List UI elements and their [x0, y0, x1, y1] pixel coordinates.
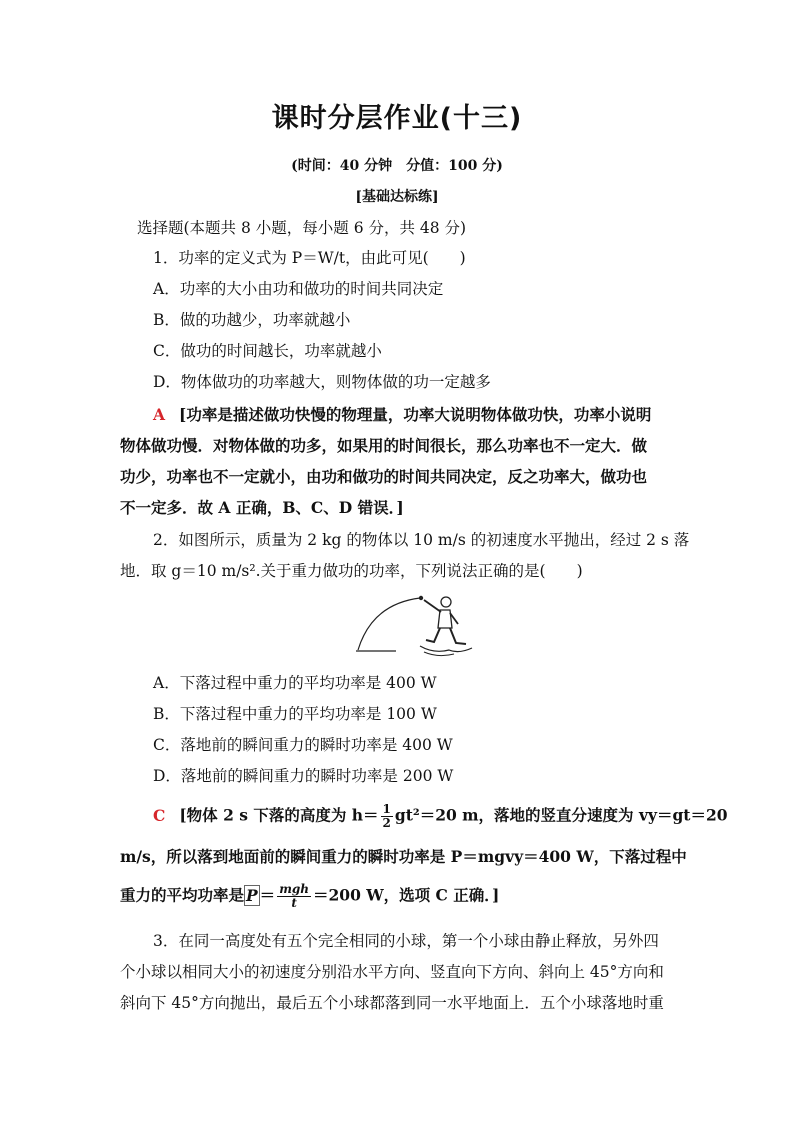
q2-option-c: C．落地前的瞬间重力的瞬时功率是 400 W: [153, 736, 453, 754]
q2-exp-3a: 重力的平均功率是: [120, 885, 245, 905]
q1-explanation-line-3: 功少，功率也不一定就小，由功和做功的时间共同决定，反之功率大，做功也: [120, 467, 648, 486]
q2-stem-line-2: 地．取 g＝10 m/s².关于重力做功的功率，下列说法正确的是( ): [120, 562, 583, 580]
q3-stem-line-3: 斜向下 45°方向抛出，最后五个小球都落到同一水平地面上．五个小球落地时重: [120, 994, 664, 1012]
half-fraction: [381, 803, 393, 830]
q2-exp-3-eq: ＝: [259, 885, 276, 905]
mgh-over-t-fraction: [277, 883, 311, 910]
q1-explanation-line-4: 不一定多．故 A 正确，B、C、D 错误．]: [120, 498, 404, 517]
q2-explanation-line-3: [120, 883, 499, 910]
fraction-denominator: t: [291, 896, 297, 910]
page-title: 课时分层作业(十三): [271, 103, 523, 134]
q1-stem: 1．功率的定义式为 P＝W/t，由此可见( ): [153, 249, 466, 267]
q2-explanation-line-2: m/s，所以落到地面前的瞬间重力的瞬时功率是 P＝mgvy＝400 W，下落过程中: [120, 847, 687, 866]
q1-option-d: D．物体做功的功率越大，则物体做的功一定越多: [153, 373, 491, 391]
q2-option-a: A．下落过程中重力的平均功率是 400 W: [153, 674, 437, 692]
q1-explanation-line-2: 物体做功慢．对物体做的功多，如果用的时间很长，那么功率也不一定大．做: [120, 436, 648, 455]
q2-option-d: D．落地前的瞬间重力的瞬时功率是 200 W: [153, 767, 454, 785]
q3-stem-line-1: 3．在同一高度处有五个完全相同的小球，第一个小球由静止释放，另外四: [153, 932, 659, 950]
q2-answer: C: [153, 805, 166, 825]
q2-exp-1a: [物体 2 s 下落的高度为 h＝: [179, 805, 379, 825]
fraction-numerator: mgh: [279, 882, 309, 896]
time-score-info: (时间：40 分钟 分值：100 分): [291, 158, 503, 174]
q2-exp-1b: gt²＝20 m，落地的竖直分速度为 vy＝gt＝20: [394, 805, 728, 825]
fraction-numerator: 1: [382, 802, 391, 816]
q2-exp-3b: ＝200 W，选项 C 正确．]: [313, 885, 500, 905]
average-power-symbol: P: [246, 885, 258, 905]
section-heading: [基础达标练]: [355, 189, 439, 205]
q2-stem-line-1: 2．如图所示，质量为 2 kg 的物体以 10 m/s 的初速度水平抛出，经过 2 s 落: [153, 531, 690, 549]
q1-option-b: B．做的功越少，功率就越小: [153, 311, 351, 329]
q1-explain-text-1: [功率是描述做功快慢的物理量，功率大说明物体做功快，功率小说明: [179, 405, 652, 424]
choice-intro: 选择题(本题共 8 小题，每小题 6 分，共 48 分): [137, 219, 467, 237]
q1-explanation-line-1: [153, 405, 651, 425]
q2-explanation-line-1: [153, 803, 728, 830]
q2-option-b: B．下落过程中重力的平均功率是 100 W: [153, 705, 437, 723]
person-throwing-ball-illustration: [354, 588, 484, 660]
q1-answer: A: [153, 405, 166, 424]
fraction-denominator: 2: [382, 816, 391, 830]
q3-stem-line-2: 个小球以相同大小的初速度分别沿水平方向、竖直向下方向、斜向上 45°方向和: [120, 963, 664, 981]
q1-option-a: A．功率的大小由功和做功的时间共同决定: [153, 280, 444, 298]
projectile-figure: [354, 588, 484, 664]
q1-option-c: C．做功的时间越长，功率就越小: [153, 342, 382, 360]
